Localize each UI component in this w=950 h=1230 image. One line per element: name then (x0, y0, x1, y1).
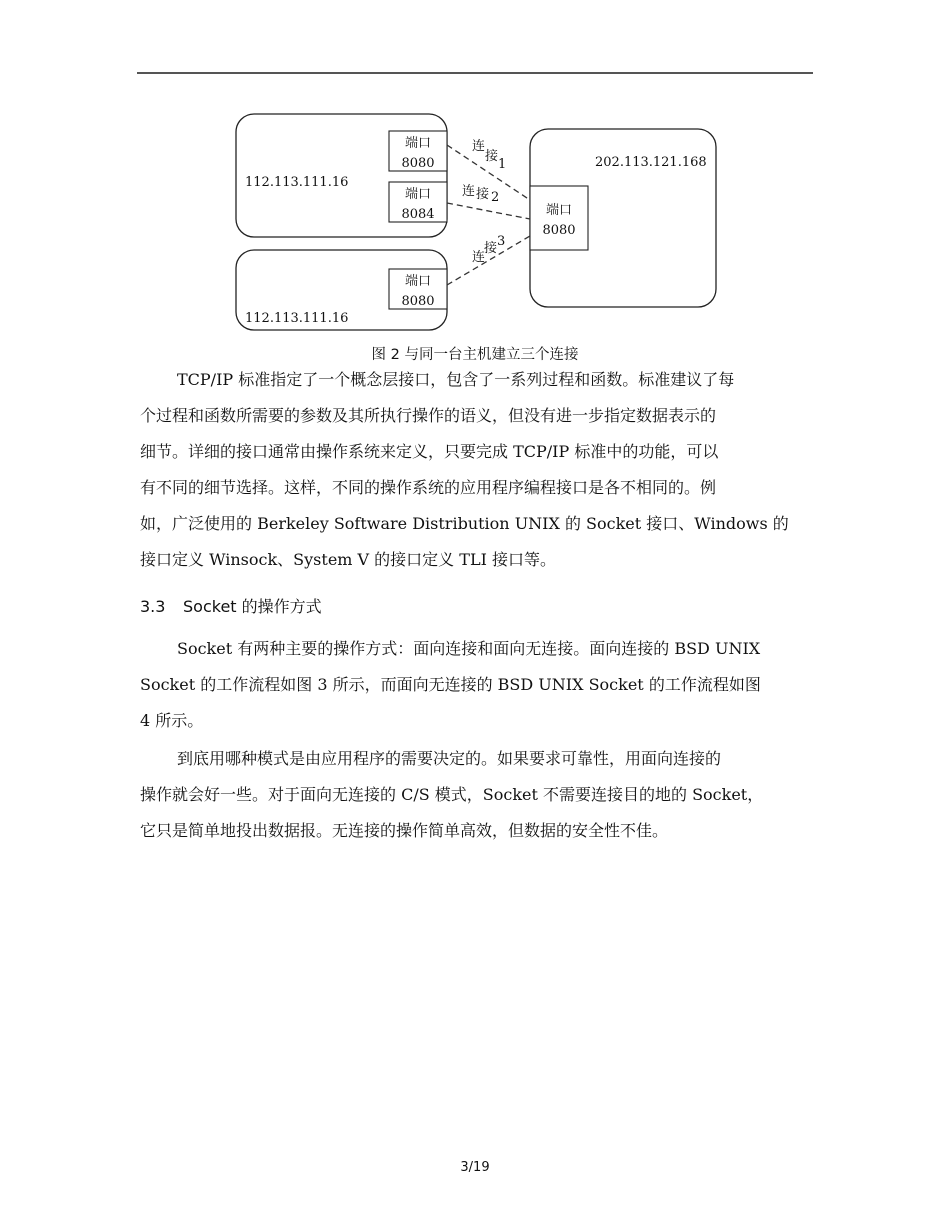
paragraph-line: Socket 有两种主要的操作方式：面向连接和面向无连接。面向连接的 BSD UNIX (177, 639, 761, 658)
paragraph (140, 741, 812, 849)
svg-text:8080: 8080 (542, 223, 576, 238)
port-box (530, 186, 588, 250)
paragraph-line: 如，广泛使用的 Berkeley Software Distribution UNIX 的 Socket 接口、Windows 的 (140, 514, 789, 533)
paragraph-line: 4 所示。 (140, 711, 204, 730)
svg-text:连: 连 (472, 139, 486, 154)
svg-text:端口: 端口 (404, 274, 432, 289)
svg-text:1: 1 (498, 157, 507, 172)
connection-label (462, 184, 499, 205)
connection-diagram (0, 0, 950, 345)
paragraph-line: 操作就会好一些。对于面向无连接的 C/S 模式，Socket 不需要连接目的地的 Socket， (140, 785, 764, 804)
paragraph (140, 631, 812, 739)
svg-text:端口: 端口 (404, 187, 432, 202)
paragraph-line: 到底用哪种模式是由应用程序的需要决定的。如果要求可靠性，用面向连接的 (177, 749, 722, 768)
paragraph-line: 接口定义 Winsock、System V 的接口定义 TLI 接口等。 (140, 550, 556, 569)
svg-text:接: 接 (485, 149, 499, 164)
svg-text:连: 连 (472, 250, 486, 265)
server-ip: 202.113.121.168 (595, 155, 707, 170)
connection-line (447, 203, 530, 219)
paragraph-line: 它只是简单地投出数据报。无连接的操作简单高效，但数据的安全性不佳。 (140, 821, 669, 840)
host-a-ip: 112.113.111.16 (245, 175, 349, 190)
page-number: 3/19 (460, 1160, 490, 1175)
svg-text:8080: 8080 (401, 156, 435, 171)
host-b-ip: 112.113.111.16 (245, 311, 349, 326)
svg-text:3: 3 (497, 234, 506, 249)
paragraph-line: 个过程和函数所需要的参数及其所执行操作的语义，但没有进一步指定数据表示的 (140, 406, 717, 425)
connection-label (472, 234, 505, 265)
section-number: 3.3 (140, 597, 166, 616)
svg-text:8080: 8080 (401, 294, 435, 309)
paragraph (140, 362, 812, 578)
paragraph-line: TCP/IP 标准指定了一个概念层接口，包含了一系列过程和函数。标准建议了每 (177, 370, 735, 389)
port-box (389, 182, 447, 222)
svg-text:接: 接 (476, 187, 490, 202)
figure-caption: 图 2 与同一台主机建立三个连接 (371, 347, 579, 363)
section-title: Socket 的操作方式 (183, 597, 322, 616)
svg-text:2: 2 (491, 190, 500, 205)
svg-text:连: 连 (462, 184, 476, 199)
paragraph-line: Socket 的工作流程如图 3 所示，而面向无连接的 BSD UNIX Socket 的工作流程如图 (140, 675, 761, 694)
port-box (389, 131, 447, 171)
section-heading (140, 590, 322, 624)
svg-text:端口: 端口 (404, 136, 432, 151)
connection-label (472, 139, 506, 172)
paragraph-line: 细节。详细的接口通常由操作系统来定义，只要完成 TCP/IP 标准中的功能，可以 (140, 442, 719, 461)
paragraph-line: 有不同的细节选择。这样，不同的操作系统的应用程序编程接口是各不相同的。例 (140, 478, 717, 497)
svg-text:接: 接 (484, 241, 498, 256)
port-box (389, 269, 447, 309)
svg-text:端口: 端口 (545, 203, 573, 218)
svg-text:8084: 8084 (401, 207, 435, 222)
